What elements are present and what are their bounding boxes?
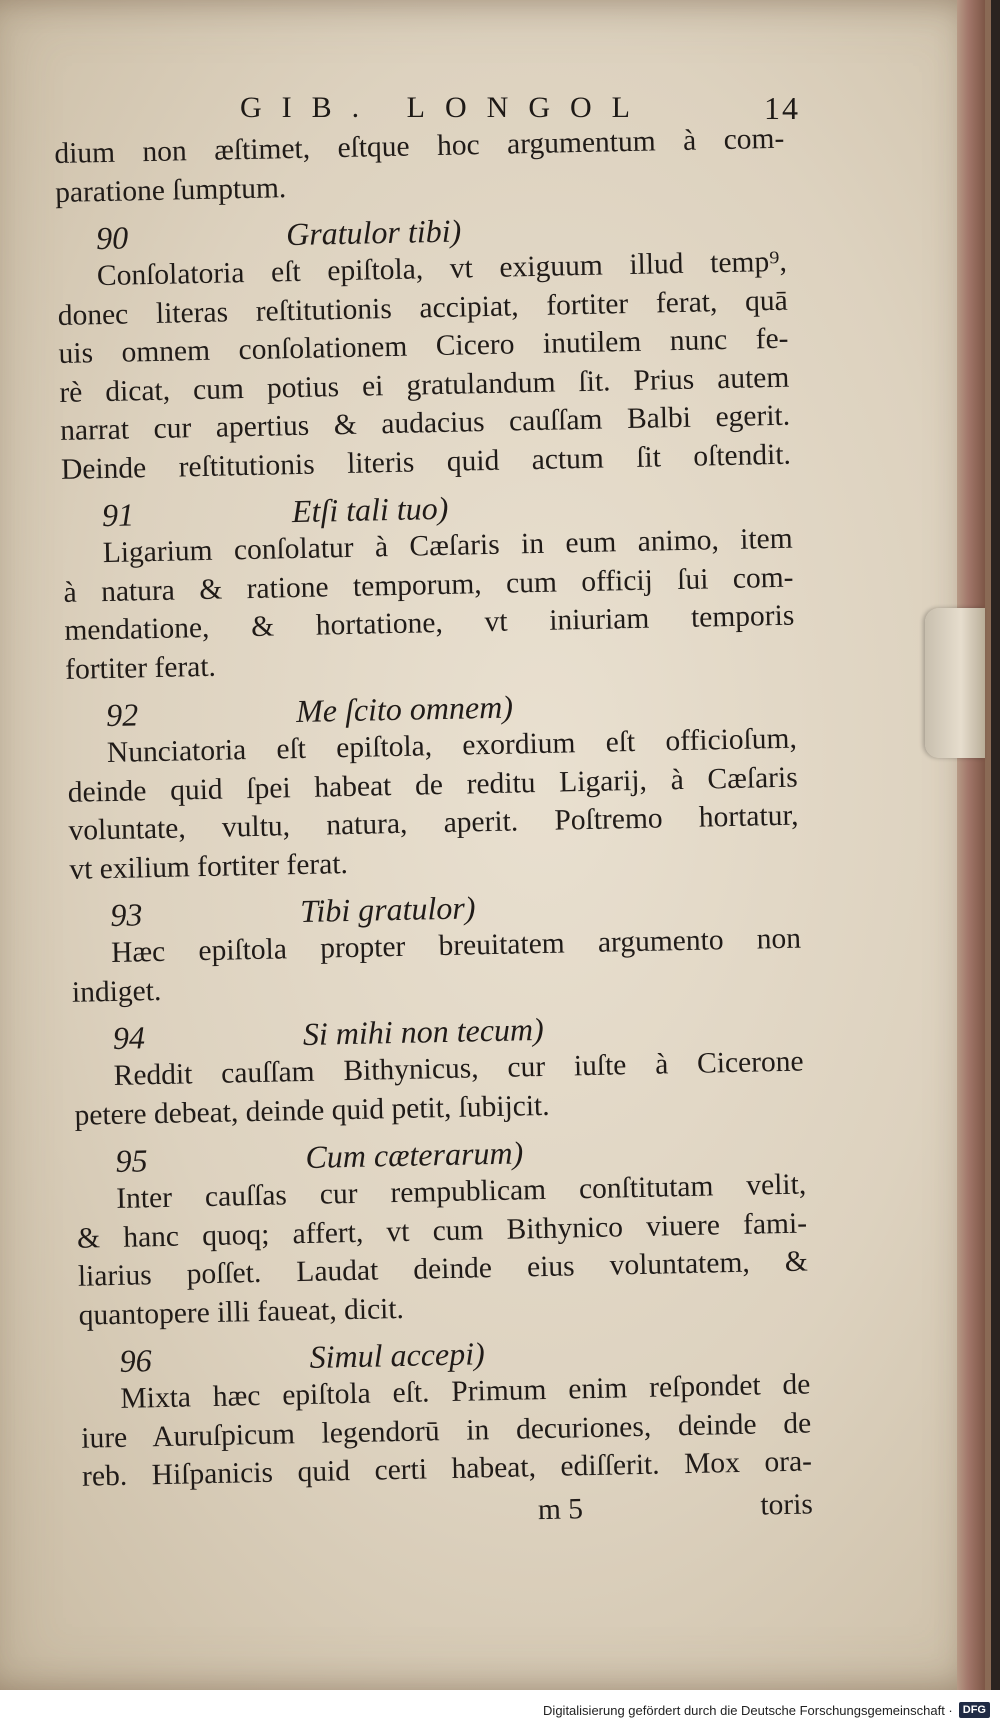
- section-number: 94: [112, 1018, 146, 1056]
- catchword: toris: [760, 1487, 814, 1522]
- section-number: 92: [105, 695, 139, 733]
- digitization-footer: [0, 1690, 1000, 1730]
- section-lemma: Cum cæterarum): [305, 1133, 524, 1175]
- section-lemma: Gratulor tibi): [285, 211, 462, 252]
- text-line: fortiter ferat.: [64, 650, 217, 686]
- text-line: Ligarium conſolatur à Cæſaris in eum animo, item: [102, 522, 793, 570]
- page-fore-edge: [957, 0, 985, 1690]
- body-text: [54, 120, 813, 1539]
- text-line: dium non æſtimet, eſtque hoc argumentum à com-: [54, 122, 785, 170]
- text-line: Nunciatoria eſt epiſtola, exordium eſt officioſum,: [106, 722, 798, 770]
- text-line: Mixta hæc epiſtola eſt. Primum enim reſpondet de: [120, 1368, 811, 1415]
- text-line: liarius poſſet. Laudat deinde eius voluntatem, &: [77, 1245, 809, 1293]
- text-line: quantopere illi faueat, dicit.: [78, 1292, 405, 1332]
- text-line: reb. Hiſpanicis quid certi habeat, ediſſerit. Mox ora-: [81, 1445, 813, 1493]
- section-lemma: Tibi gratulor): [299, 888, 476, 929]
- bookmark-tab: [925, 608, 985, 758]
- section-number: 90: [95, 218, 129, 256]
- running-head-title: GIB. LONGOL: [240, 91, 650, 124]
- text-line: Hæc epiſtola propter breuitatem argumento non: [110, 922, 802, 969]
- section-number: 95: [115, 1141, 148, 1179]
- text-line: narrat cur apertius & audacius cauſſam Balbi egerit.: [59, 399, 791, 447]
- text-line: voluntate, vultu, natura, aperit. Poſtremo hortatur,: [68, 799, 799, 847]
- section-lemma: Si mihi non tecum): [302, 1010, 545, 1052]
- section-lemma: Simul accepi): [309, 1334, 486, 1375]
- text-line: & hanc quoq; affert, vt cum Bithynico viuere fami-: [76, 1206, 808, 1255]
- text-line: à natura & ratione temporum, cum officij ſui com-: [63, 561, 794, 609]
- text-line: donec literas reſtitutionis accipiat, fortiter ferat, quā: [57, 284, 788, 332]
- section-number: 91: [101, 495, 135, 533]
- page-number: 14: [764, 89, 800, 126]
- section-number: 93: [109, 895, 143, 933]
- text-line: Inter cauſſas cur rempublicam conſtitutam velit,: [115, 1168, 807, 1215]
- section-lemma: Etſi tali tuo): [291, 489, 449, 529]
- footer-credit: Digitalisierung gefördert durch die Deutsche Forschungsgemeinschaft ·: [543, 1702, 953, 1718]
- text-line: petere debeat, deinde quid petit, ſubijcit.: [74, 1089, 550, 1132]
- text-line: Deinde reſtitutionis literis quid actum ſit oſtendit.: [60, 438, 792, 486]
- text-line: mendatione, & hortatione, vt iniuriam temporis: [64, 599, 795, 647]
- text-line: Conſolatoria eſt epiſtola, vt exiguum illud temp⁹,: [96, 245, 788, 293]
- text-line: deinde quid ſpei habeat de reditu Ligarij, à Cæſaris: [67, 761, 798, 809]
- text-line: vt exilium fortiter ferat.: [69, 847, 349, 886]
- text-line: iure Auruſpicum legendorū in decuriones, deinde de: [80, 1406, 812, 1455]
- dfg-logo: DFG: [959, 1702, 990, 1718]
- section-lemma: Me ſcito omnem): [295, 688, 514, 729]
- text-line: rè dicat, cum potius ei gratulandum ſit. Prius autem: [59, 361, 790, 409]
- text-line: indiget.: [71, 974, 162, 1009]
- text-line: Reddit cauſſam Bithynicus, cur iuſte à Cicerone: [113, 1045, 804, 1092]
- text-line: paratione ſumptum.: [54, 171, 287, 209]
- section-number: 96: [119, 1341, 153, 1379]
- signature-mark: m 5: [537, 1492, 584, 1526]
- text-line: uis omnem conſolationem Cicero inutilem nunc fe-: [58, 322, 789, 370]
